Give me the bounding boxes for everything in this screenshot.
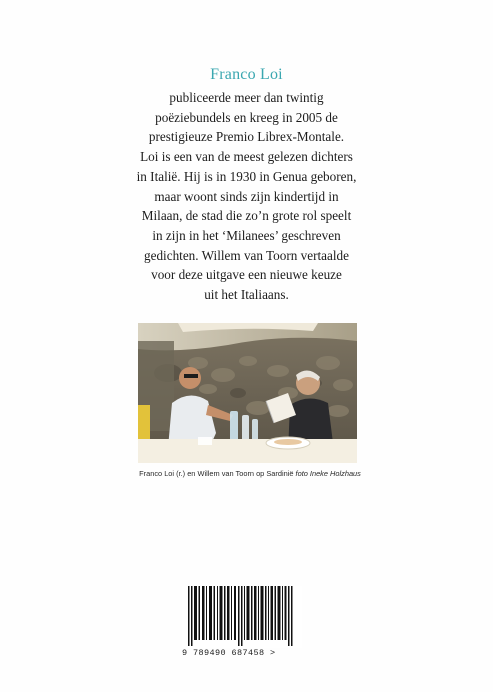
isbn-barcode xyxy=(182,586,302,666)
photo-caption xyxy=(135,469,365,478)
isbn-digits: 9 789490 687458 > xyxy=(182,648,276,658)
author-photo xyxy=(138,323,357,463)
blurb-line: poëziebundels en kreeg in 2005 de xyxy=(155,109,338,125)
blurb-line: gedichten. Willem van Toorn vertaalde xyxy=(144,247,349,263)
blurb-line: Loi is een van de meest gelezen dichters xyxy=(140,149,353,165)
barcode-bars xyxy=(182,586,302,648)
caption-text: Franco Loi (r.) en Willem van Toorn op Sardinië xyxy=(139,469,294,478)
blurb-line: voor deze uitgave een nieuwe keuze xyxy=(151,267,342,283)
blurb-line: in zijn in het ‘Milanees’ geschreven xyxy=(152,227,341,243)
blurb-line: uit het Italiaans. xyxy=(204,287,289,303)
blurb-line: in Italië. Hij is in 1930 in Genua geboren, xyxy=(136,168,357,184)
blurb-line: Milaan, de stad die zo’n grote rol speelt xyxy=(141,208,352,224)
blurb-line: publiceerde meer dan twintig xyxy=(169,90,324,105)
blurb-line: maar woont sinds zijn kindertijd in xyxy=(154,188,339,204)
author-name: Franco Loi xyxy=(210,66,283,83)
caption-credit: foto Ineke Holzhaus xyxy=(295,469,361,478)
blurb-line: prestigieuze Premio Librex-Montale. xyxy=(148,129,345,145)
blurb-text xyxy=(120,88,373,305)
photo-illustration xyxy=(138,323,357,463)
